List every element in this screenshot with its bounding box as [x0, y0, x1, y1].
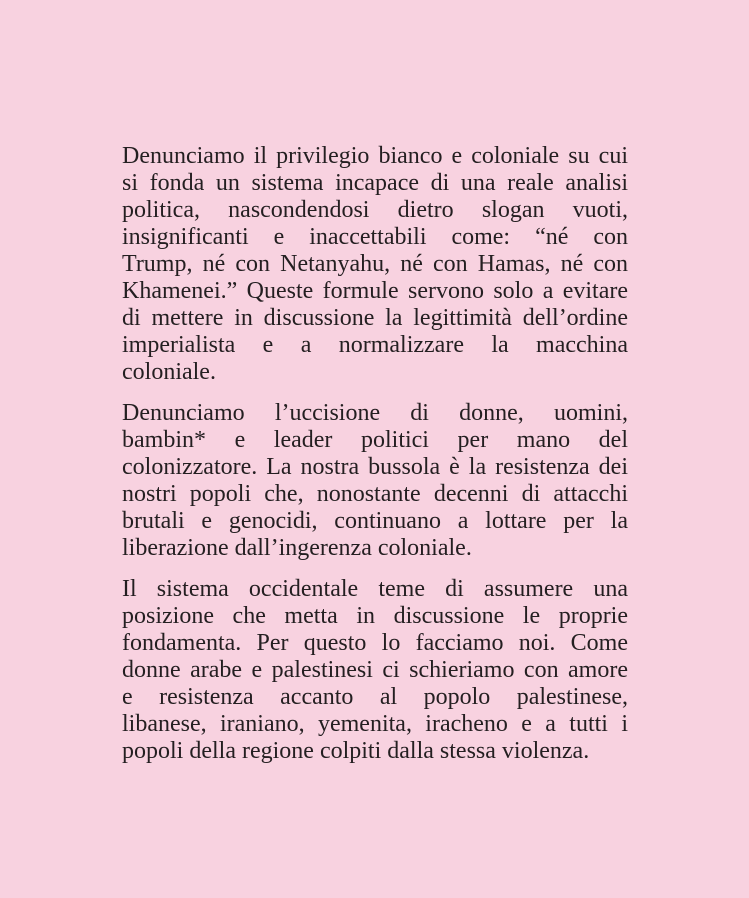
- paragraph-1: [122, 143, 628, 386]
- text-line: si fonda un sistema incapace di una reale analisi: [122, 170, 628, 196]
- text-line: Denunciamo l’uccisione di donne, uomini,: [122, 400, 628, 426]
- paragraph-2: [122, 400, 628, 562]
- text-line: Trump, né con Netanyahu, né con Hamas, né con: [122, 251, 628, 277]
- text-line: e resistenza accanto al popolo palestinese,: [122, 684, 628, 710]
- text-line: coloniale.: [122, 359, 216, 385]
- text-line: Khamenei.” Queste formule servono solo a evitare: [122, 278, 628, 304]
- text-line: nostri popoli che, nonostante decenni di attacchi: [122, 481, 628, 507]
- text-line: popoli della regione colpiti dalla stessa violenza.: [122, 738, 590, 764]
- text-line: di mettere in discussione la legittimità dell’ordine: [122, 305, 628, 331]
- text-line: insignificanti e inaccettabili come: “né con: [122, 224, 628, 250]
- text-line: Il sistema occidentale teme di assumere una: [122, 576, 628, 602]
- text-line: imperialista e a normalizzare la macchina: [122, 332, 628, 358]
- text-line: Denunciamo il privilegio bianco e coloniale su cui: [122, 143, 628, 169]
- text-line: posizione che metta in discussione le proprie: [122, 603, 628, 629]
- text-line: fondamenta. Per questo lo facciamo noi. Come: [122, 630, 628, 656]
- text-line: politica, nascondendosi dietro slogan vuoti,: [122, 197, 628, 223]
- statement-text-block: [122, 143, 628, 779]
- text-line: liberazione dall’ingerenza coloniale.: [122, 535, 472, 561]
- text-line: brutali e genocidi, continuano a lottare per la: [122, 508, 628, 534]
- paragraph-3: [122, 576, 628, 765]
- text-line: libanese, iraniano, yemenita, iracheno e a tutti i: [122, 711, 628, 737]
- text-line: colonizzatore. La nostra bussola è la resistenza dei: [122, 454, 628, 480]
- text-line: donne arabe e palestinesi ci schieriamo con amore: [122, 657, 628, 683]
- text-line: bambin* e leader politici per mano del: [122, 427, 628, 453]
